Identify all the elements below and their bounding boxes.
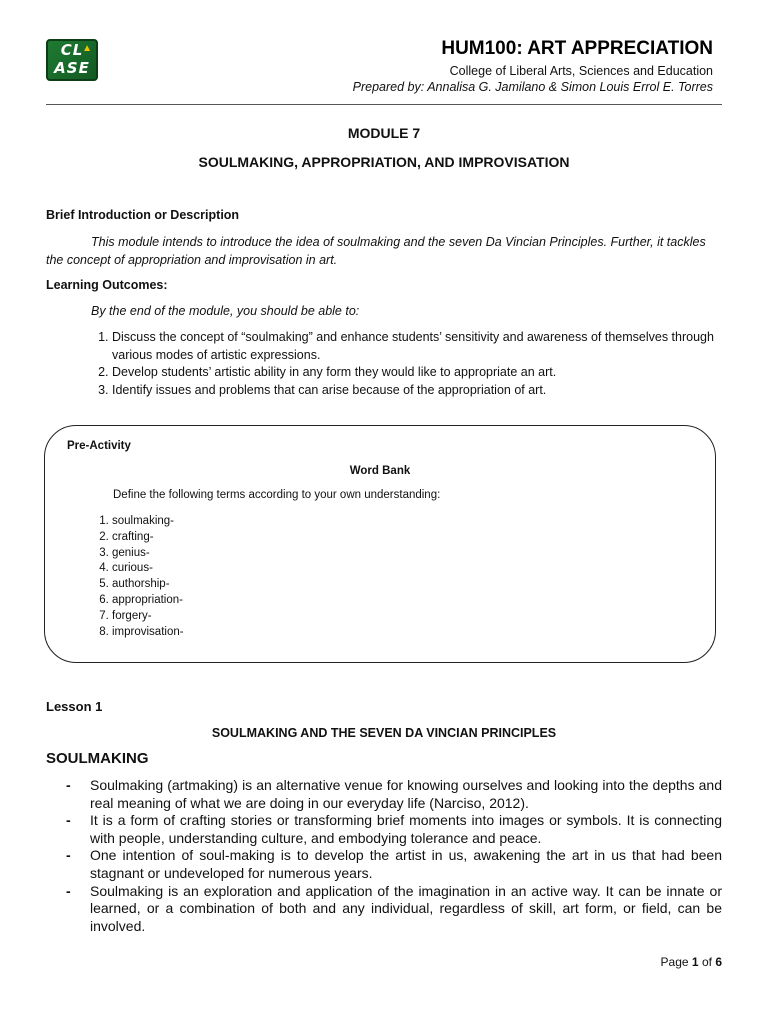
page-current: 1 <box>691 955 699 969</box>
logo-text-line1: CL <box>60 41 84 59</box>
flame-icon: ▲ <box>82 43 92 54</box>
course-title: HUM100: ART APPRECIATION <box>441 38 713 59</box>
word-bank-term: 5. authorship- <box>112 577 184 593</box>
word-bank-heading: Word Bank <box>349 465 411 477</box>
module-title: SOULMAKING, APPROPRIATION, AND IMPROVISATION <box>198 154 570 170</box>
word-bank-term: 8. improvisation- <box>112 625 184 641</box>
bullet-item <box>66 883 722 936</box>
header-divider <box>46 104 722 105</box>
outcome-item: 1. Discuss the concept of “soulmaking” and enhance students’ sensitivity and awareness of themselves through various modes of artistic expressions. <box>112 329 752 364</box>
word-bank-term: 7. forgery- <box>112 609 184 625</box>
word-bank-term: 1. soulmaking- <box>112 514 184 530</box>
intro-heading: Brief Introduction or Description <box>46 208 240 222</box>
word-bank-term: 2. crafting- <box>112 530 184 546</box>
learning-outcomes-heading: Learning Outcomes: <box>46 278 168 292</box>
word-bank-list <box>70 514 184 640</box>
bullet-item <box>66 812 722 847</box>
word-bank-term: 6. appropriation- <box>112 593 184 609</box>
bullet-dash: - <box>66 882 71 899</box>
bullet-dash: - <box>66 847 71 864</box>
bullet-dash: - <box>66 812 71 829</box>
page-of: of <box>701 955 712 969</box>
lesson-label: Lesson 1 <box>46 699 103 714</box>
bullet-item <box>66 847 722 882</box>
page-label: Page <box>660 955 689 969</box>
bullet-dash: - <box>66 777 71 793</box>
pre-activity-heading: Pre-Activity <box>67 440 131 452</box>
module-number: MODULE 7 <box>347 125 421 141</box>
bullet-item <box>66 777 722 812</box>
bullet-text: Soulmaking is an exploration and application of the imagination in an active way. It can be innate or learned, or a combination of both and any individual, regardless of skill, art form, or field, can be involved. <box>90 882 722 934</box>
college-logo <box>46 39 98 81</box>
section-heading: SOULMAKING <box>46 750 149 767</box>
word-bank-term: 3. genius- <box>112 546 184 562</box>
outcome-item: 2. Develop students’ artistic ability in any form they would like to appropriate an art. <box>112 364 752 382</box>
page-number <box>661 955 722 969</box>
bullet-text: One intention of soul-making is to develop the artist in us, awakening the art in us that had been stagnant or undeveloped for numerous years. <box>90 847 722 881</box>
intro-text: This module intends to introduce the idea of soulmaking and the seven Da Vincian Principles. Further, it tackles the concept of appropriation and improvisation in art. <box>46 235 706 267</box>
word-bank-term: 4. curious- <box>112 561 184 577</box>
outcome-item: 3. Identify issues and problems that can arise because of the appropriation of art. <box>112 382 752 400</box>
bullet-text: Soulmaking (artmaking) is an alternative venue for knowing ourselves and looking into the depths and real meaning of what we are doing in our everyday life (Narciso, 2012). <box>90 777 722 811</box>
lesson-title: SOULMAKING AND THE SEVEN DA VINCIAN PRINCIPLES <box>211 726 557 740</box>
soulmaking-bullets <box>66 777 722 935</box>
pre-activity-instruction: Define the following terms according to your own understanding: <box>113 489 441 501</box>
learning-outcomes-intro: By the end of the module, you should be able to: <box>91 304 360 318</box>
page-total: 6 <box>715 955 722 969</box>
logo-text-line2: ASE <box>54 59 90 77</box>
college-name: College of Liberal Arts, Sciences and Education <box>449 64 713 78</box>
prepared-by: Prepared by: Annalisa G. Jamilano & Simon Louis Errol E. Torres <box>352 80 713 94</box>
bullet-text: It is a form of crafting stories or transforming brief moments into images or symbols. It is connecting with people, understanding culture, and embodying tolerance and peace. <box>90 812 722 846</box>
learning-outcomes-list <box>70 329 752 399</box>
